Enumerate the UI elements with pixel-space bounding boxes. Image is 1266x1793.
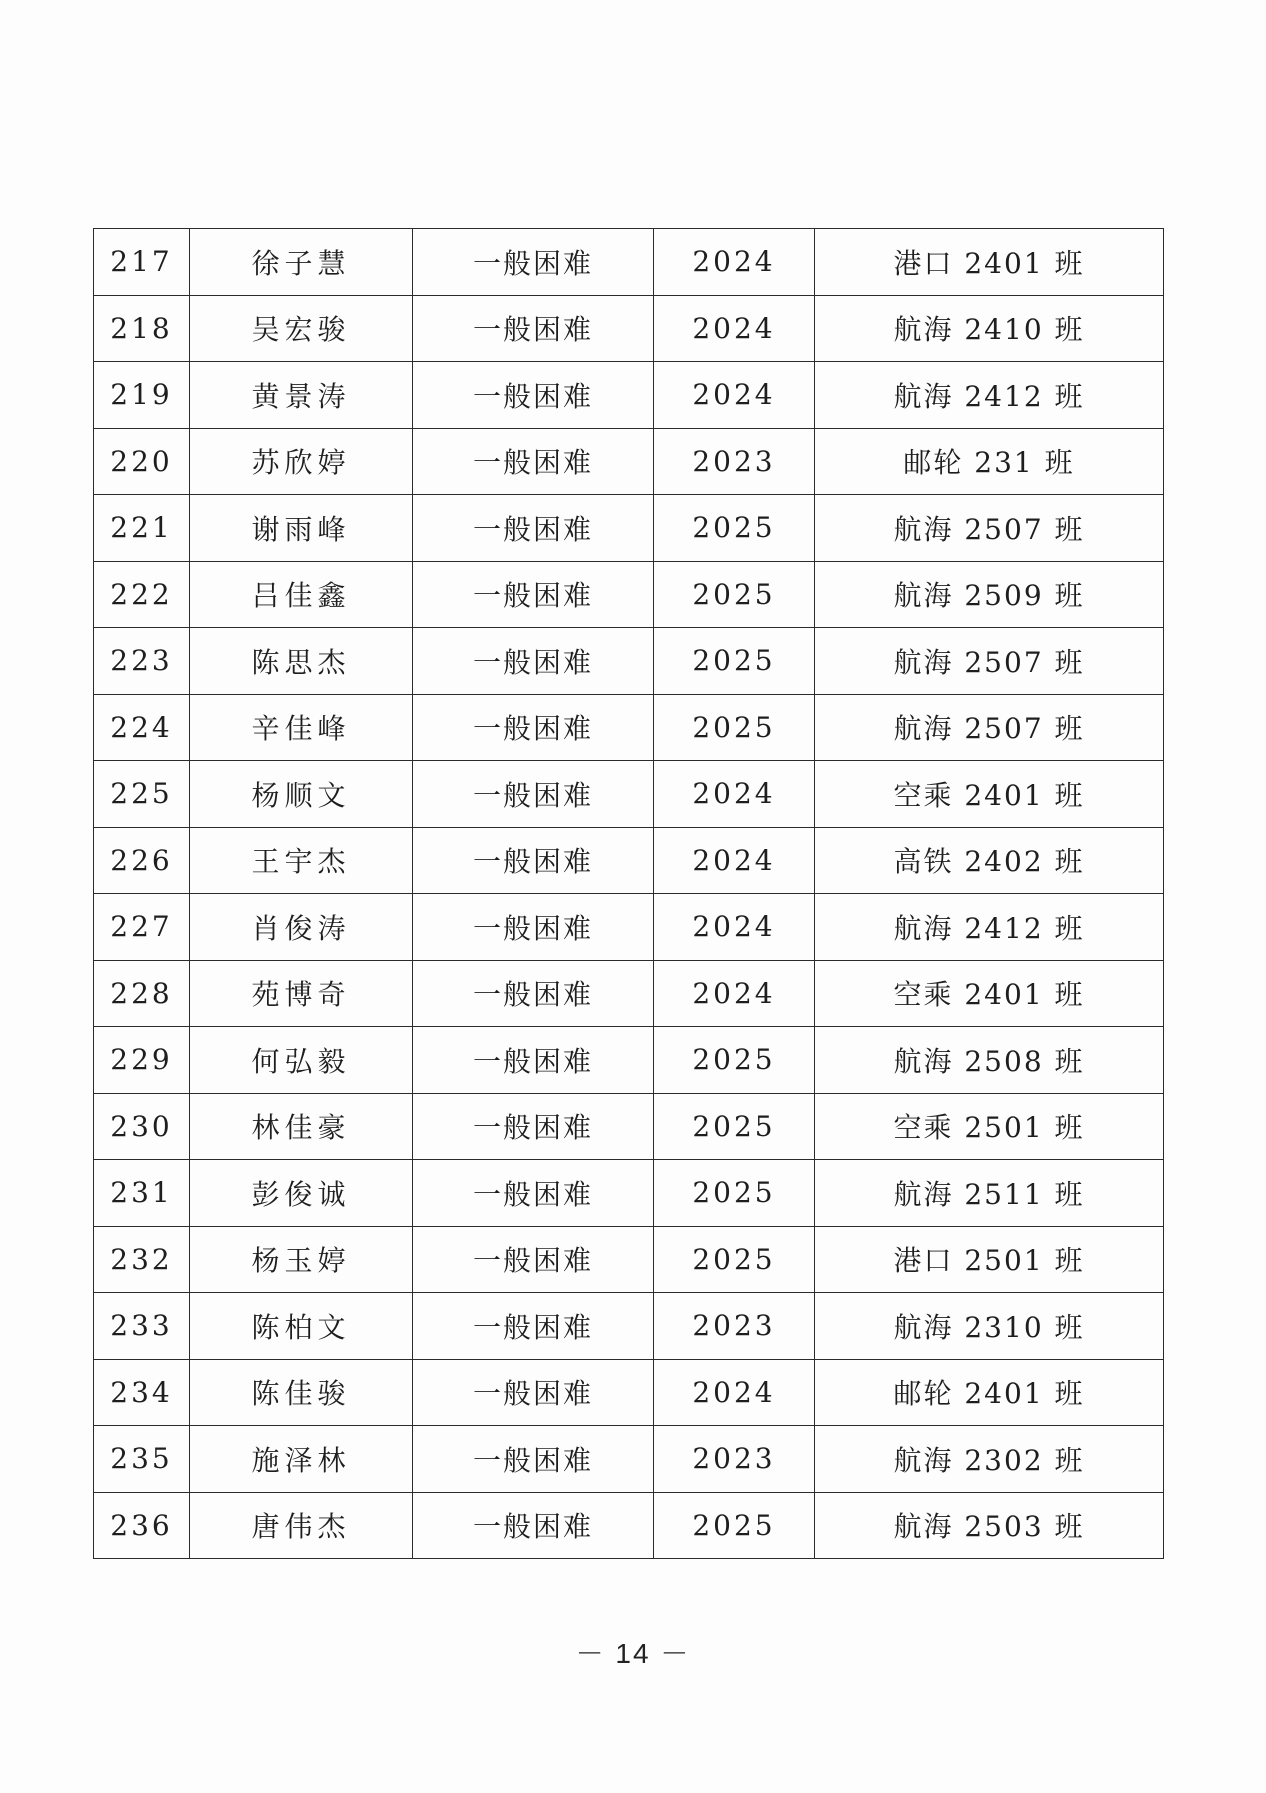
class-name: 航海 2511 班 (815, 1160, 1164, 1227)
class-name: 空乘 2501 班 (815, 1093, 1164, 1160)
grade-year: 2023 (654, 1426, 815, 1493)
student-name: 吕佳鑫 (190, 561, 413, 628)
student-name: 陈思杰 (190, 628, 413, 695)
class-name: 航海 2410 班 (815, 295, 1164, 362)
student-name: 陈佳骏 (190, 1359, 413, 1426)
row-number: 231 (94, 1160, 190, 1227)
class-name: 港口 2501 班 (815, 1226, 1164, 1293)
class-name: 航海 2412 班 (815, 894, 1164, 961)
row-number: 229 (94, 1027, 190, 1094)
grade-year: 2024 (654, 362, 815, 429)
grade-year: 2024 (654, 894, 815, 961)
student-name: 徐子慧 (190, 229, 413, 296)
row-number: 217 (94, 229, 190, 296)
grade-year: 2024 (654, 960, 815, 1027)
row-number: 235 (94, 1426, 190, 1493)
row-number: 236 (94, 1492, 190, 1559)
difficulty-level: 一般困难 (413, 362, 654, 429)
table-row (94, 827, 1164, 894)
grade-year: 2025 (654, 495, 815, 562)
class-name: 航海 2507 班 (815, 628, 1164, 695)
row-number: 224 (94, 694, 190, 761)
page-number: － 14 － (575, 1638, 691, 1669)
row-number: 219 (94, 362, 190, 429)
table-row (94, 1293, 1164, 1360)
class-name: 航海 2503 班 (815, 1492, 1164, 1559)
row-number: 234 (94, 1359, 190, 1426)
student-name: 陈柏文 (190, 1293, 413, 1360)
difficulty-level: 一般困难 (413, 960, 654, 1027)
difficulty-level: 一般困难 (413, 827, 654, 894)
row-number: 227 (94, 894, 190, 961)
table-row (94, 1027, 1164, 1094)
class-name: 邮轮 2401 班 (815, 1359, 1164, 1426)
grade-year: 2025 (654, 694, 815, 761)
table-row (94, 1359, 1164, 1426)
student-name: 吴宏骏 (190, 295, 413, 362)
table-row (94, 1492, 1164, 1559)
difficulty-level: 一般困难 (413, 229, 654, 296)
table-row (94, 428, 1164, 495)
class-name: 航海 2412 班 (815, 362, 1164, 429)
table-row (94, 1160, 1164, 1227)
difficulty-level: 一般困难 (413, 561, 654, 628)
class-name: 航海 2310 班 (815, 1293, 1164, 1360)
row-number: 230 (94, 1093, 190, 1160)
student-name: 黄景涛 (190, 362, 413, 429)
difficulty-level: 一般困难 (413, 1492, 654, 1559)
row-number: 223 (94, 628, 190, 695)
grade-year: 2025 (654, 1492, 815, 1559)
class-name: 空乘 2401 班 (815, 761, 1164, 828)
grade-year: 2024 (654, 1359, 815, 1426)
row-number: 225 (94, 761, 190, 828)
difficulty-level: 一般困难 (413, 1093, 654, 1160)
difficulty-level: 一般困难 (413, 761, 654, 828)
class-name: 航海 2508 班 (815, 1027, 1164, 1094)
table-row (94, 1426, 1164, 1493)
table-row (94, 495, 1164, 562)
student-name: 杨玉婷 (190, 1226, 413, 1293)
student-name: 王宇杰 (190, 827, 413, 894)
student-table (93, 228, 1164, 1559)
student-table-body (94, 229, 1164, 1559)
table-row (94, 628, 1164, 695)
difficulty-level: 一般困难 (413, 1226, 654, 1293)
row-number: 226 (94, 827, 190, 894)
class-name: 港口 2401 班 (815, 229, 1164, 296)
student-name: 彭俊诚 (190, 1160, 413, 1227)
difficulty-level: 一般困难 (413, 1027, 654, 1094)
student-name: 谢雨峰 (190, 495, 413, 562)
row-number: 228 (94, 960, 190, 1027)
table-row (94, 295, 1164, 362)
class-name: 航海 2507 班 (815, 495, 1164, 562)
grade-year: 2025 (654, 1027, 815, 1094)
difficulty-level: 一般困难 (413, 1359, 654, 1426)
table-row (94, 561, 1164, 628)
table-row (94, 894, 1164, 961)
grade-year: 2024 (654, 827, 815, 894)
table-row (94, 761, 1164, 828)
row-number: 233 (94, 1293, 190, 1360)
table-row (94, 694, 1164, 761)
difficulty-level: 一般困难 (413, 628, 654, 695)
grade-year: 2024 (654, 295, 815, 362)
row-number: 221 (94, 495, 190, 562)
class-name: 邮轮 231 班 (815, 428, 1164, 495)
difficulty-level: 一般困难 (413, 295, 654, 362)
table-row (94, 1093, 1164, 1160)
grade-year: 2023 (654, 428, 815, 495)
difficulty-level: 一般困难 (413, 428, 654, 495)
grade-year: 2025 (654, 561, 815, 628)
table-row (94, 1226, 1164, 1293)
class-name: 高铁 2402 班 (815, 827, 1164, 894)
difficulty-level: 一般困难 (413, 1293, 654, 1360)
student-name: 林佳豪 (190, 1093, 413, 1160)
grade-year: 2024 (654, 761, 815, 828)
difficulty-level: 一般困难 (413, 894, 654, 961)
row-number: 222 (94, 561, 190, 628)
class-name: 航海 2302 班 (815, 1426, 1164, 1493)
table-row (94, 229, 1164, 296)
table-row (94, 362, 1164, 429)
grade-year: 2025 (654, 1160, 815, 1227)
student-name: 辛佳峰 (190, 694, 413, 761)
row-number: 218 (94, 295, 190, 362)
class-name: 航海 2509 班 (815, 561, 1164, 628)
row-number: 232 (94, 1226, 190, 1293)
grade-year: 2025 (654, 628, 815, 695)
table-row (94, 960, 1164, 1027)
student-name: 杨顺文 (190, 761, 413, 828)
student-name: 施泽林 (190, 1426, 413, 1493)
class-name: 空乘 2401 班 (815, 960, 1164, 1027)
difficulty-level: 一般困难 (413, 1426, 654, 1493)
student-name: 何弘毅 (190, 1027, 413, 1094)
student-name: 唐伟杰 (190, 1492, 413, 1559)
grade-year: 2023 (654, 1293, 815, 1360)
difficulty-level: 一般困难 (413, 694, 654, 761)
student-name: 苏欣婷 (190, 428, 413, 495)
grade-year: 2024 (654, 229, 815, 296)
class-name: 航海 2507 班 (815, 694, 1164, 761)
difficulty-level: 一般困难 (413, 495, 654, 562)
grade-year: 2025 (654, 1226, 815, 1293)
row-number: 220 (94, 428, 190, 495)
difficulty-level: 一般困难 (413, 1160, 654, 1227)
student-name: 苑博奇 (190, 960, 413, 1027)
student-name: 肖俊涛 (190, 894, 413, 961)
grade-year: 2025 (654, 1093, 815, 1160)
